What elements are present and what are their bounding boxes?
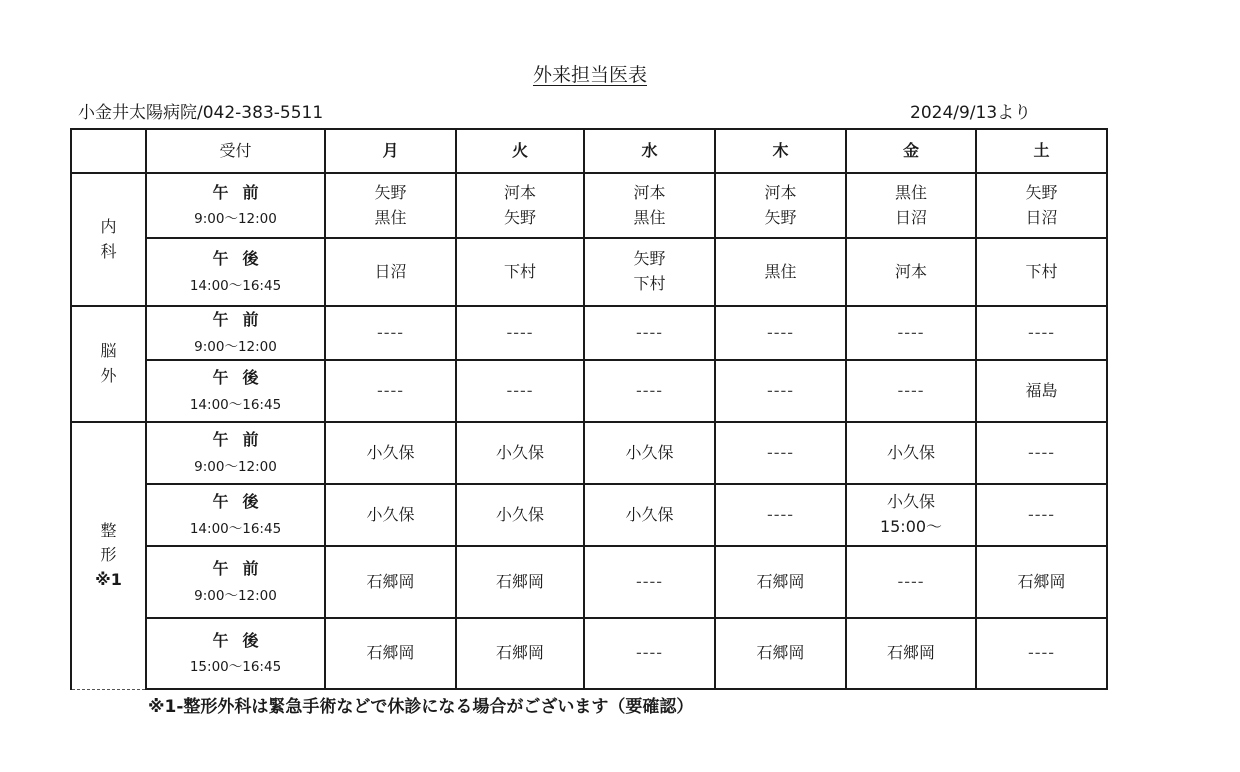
doctor-name: 日沼	[894, 207, 927, 227]
schedule-cell	[456, 546, 584, 618]
schedule-table	[70, 128, 1108, 690]
schedule-cell	[325, 618, 456, 689]
schedule-cell	[715, 360, 846, 422]
schedule-cell	[584, 360, 715, 422]
row-internal-pm	[71, 238, 1107, 306]
schedule-cell	[584, 173, 715, 238]
schedule-cell	[846, 484, 976, 546]
session-cell: 午後 14:00～16:45	[146, 484, 325, 546]
footnote: ※1-整形外科は緊急手術などで休診になる場合がございます（要確認）	[148, 697, 694, 717]
schedule-cell	[456, 422, 584, 484]
doctor-name: 石郷岡	[886, 643, 935, 663]
schedule-cell	[976, 618, 1107, 689]
header-day-sat: 土	[976, 129, 1107, 173]
doctor-name: 河本	[503, 182, 536, 202]
doctor-name: 黒住	[633, 207, 666, 227]
schedule-cell	[456, 618, 584, 689]
schedule-cell	[325, 360, 456, 422]
doctor-name: 小久保	[495, 504, 544, 524]
row-brain-pm	[71, 360, 1107, 422]
schedule-cell	[846, 546, 976, 618]
session-cell: 午後 15:00～16:45	[146, 618, 325, 689]
row-internal-am	[71, 173, 1107, 238]
doctor-name: 下村	[503, 261, 536, 281]
no-doctor-dash: ----	[897, 571, 925, 591]
no-doctor-dash: ----	[635, 643, 664, 663]
schedule-cell	[846, 306, 976, 360]
row-ortho1-am	[71, 422, 1107, 484]
doctor-name: 石郷岡	[1017, 571, 1066, 591]
schedule-cell	[325, 306, 456, 360]
no-doctor-dash: ----	[635, 571, 664, 591]
no-doctor-dash: ----	[376, 380, 405, 400]
schedule-cell	[846, 360, 976, 422]
schedule-cell	[715, 546, 846, 618]
no-doctor-dash: ----	[1027, 643, 1056, 663]
doctor-name: 福島	[1025, 380, 1058, 400]
schedule-cell	[325, 422, 456, 484]
doctor-name: 小久保	[366, 504, 415, 524]
schedule-cell	[456, 238, 584, 306]
schedule-cell	[584, 422, 715, 484]
schedule-cell	[715, 173, 846, 238]
row-ortho2-am	[71, 546, 1107, 618]
schedule-cell	[976, 546, 1107, 618]
schedule-cell	[584, 306, 715, 360]
schedule-cell	[584, 484, 715, 546]
no-doctor-dash: ----	[506, 380, 534, 400]
schedule-cell	[976, 360, 1107, 422]
schedule-cell	[456, 173, 584, 238]
schedule-cell	[456, 484, 584, 546]
schedule-cell	[456, 360, 584, 422]
header-corner	[71, 129, 146, 173]
doctor-name: 矢野	[503, 207, 536, 227]
dept-brain: 脳 外	[71, 306, 146, 422]
doctor-name: 矢野	[633, 249, 666, 269]
schedule-cell	[976, 306, 1107, 360]
schedule-cell	[976, 422, 1107, 484]
doctor-name: 黒住	[374, 207, 407, 227]
schedule-cell	[325, 173, 456, 238]
no-doctor-dash: ----	[506, 322, 534, 342]
no-doctor-dash: ----	[766, 380, 795, 400]
schedule-cell	[976, 484, 1107, 546]
doctor-name: 石郷岡	[495, 643, 544, 663]
doctor-name: 石郷岡	[756, 571, 805, 591]
schedule-cell	[846, 422, 976, 484]
header-day-wed: 水	[584, 129, 715, 173]
no-doctor-dash: ----	[635, 322, 664, 342]
schedule-cell	[584, 238, 715, 306]
no-doctor-dash: ----	[897, 322, 925, 342]
doctor-name: 黒住	[764, 261, 797, 281]
row-brain-am	[71, 306, 1107, 360]
session-cell: 午後 14:00～16:45	[146, 238, 325, 306]
doctor-name: 石郷岡	[756, 643, 805, 663]
no-doctor-dash: ----	[766, 504, 795, 524]
effective-date: 2024/9/13より	[910, 103, 1032, 123]
no-doctor-dash: ----	[1027, 504, 1056, 524]
doctor-name: 小久保	[625, 442, 674, 462]
schedule-cell	[584, 546, 715, 618]
schedule-cell	[584, 618, 715, 689]
schedule-cell	[715, 484, 846, 546]
schedule-cell	[846, 173, 976, 238]
schedule-cell	[846, 618, 976, 689]
header-day-mon: 月	[325, 129, 456, 173]
dept-ortho: 整 形 ※1	[71, 422, 146, 689]
no-doctor-dash: ----	[897, 380, 925, 400]
dept-internal: 内 科	[71, 173, 146, 306]
doctor-name: 石郷岡	[495, 571, 544, 591]
schedule-cell	[456, 306, 584, 360]
doctor-name: 黒住	[894, 182, 927, 202]
doctor-name: 河本	[894, 261, 927, 281]
row-ortho1-pm	[71, 484, 1107, 546]
doctor-name: 日沼	[1025, 207, 1058, 227]
header-day-tue: 火	[456, 129, 584, 173]
page-title: 外来担当医表	[532, 64, 647, 86]
doctor-name: 小久保	[625, 504, 674, 524]
doctor-name: 小久保	[495, 442, 544, 462]
doctor-name: 石郷岡	[366, 571, 415, 591]
hospital-info: 小金井太陽病院/042-383-5511	[78, 103, 324, 123]
doctor-name: 小久保	[886, 492, 935, 512]
no-doctor-dash: ----	[635, 380, 664, 400]
no-doctor-dash: ----	[376, 322, 405, 342]
no-doctor-dash: ----	[1027, 442, 1056, 462]
doctor-name: 矢野	[1025, 182, 1058, 202]
doctor-name: 小久保	[886, 442, 935, 462]
schedule-cell	[715, 238, 846, 306]
doctor-name: 小久保	[366, 442, 415, 462]
session-cell: 午前 9:00～12:00	[146, 422, 325, 484]
schedule-cell	[325, 546, 456, 618]
doctor-name: 15:00～	[879, 517, 943, 536]
doctor-name: 河本	[764, 182, 797, 202]
doctor-name: 日沼	[374, 261, 407, 281]
schedule-cell	[715, 306, 846, 360]
doctor-name: 下村	[633, 274, 666, 293]
schedule-cell	[325, 484, 456, 546]
doctor-name: 矢野	[764, 207, 797, 227]
schedule-cell	[976, 238, 1107, 306]
no-doctor-dash: ----	[766, 442, 795, 462]
no-doctor-dash: ----	[766, 322, 795, 342]
session-cell: 午後 14:00～16:45	[146, 360, 325, 422]
header-day-thu: 木	[715, 129, 846, 173]
row-ortho2-pm	[71, 618, 1107, 689]
doctor-name: 河本	[633, 182, 666, 202]
no-doctor-dash: ----	[1027, 322, 1056, 342]
header-day-fri: 金	[846, 129, 976, 173]
schedule-cell	[976, 173, 1107, 238]
header-row	[71, 129, 1107, 173]
session-cell: 午前 9:00～12:00	[146, 173, 325, 238]
schedule-cell	[325, 238, 456, 306]
doctor-name: 石郷岡	[366, 643, 415, 663]
session-cell: 午前 9:00～12:00	[146, 546, 325, 618]
doctor-name: 下村	[1025, 261, 1058, 281]
schedule-cell	[715, 422, 846, 484]
doctor-name: 矢野	[374, 182, 407, 202]
schedule-cell	[846, 238, 976, 306]
session-cell: 午前 9:00～12:00	[146, 306, 325, 360]
schedule-cell	[715, 618, 846, 689]
header-reception: 受付	[146, 129, 325, 173]
